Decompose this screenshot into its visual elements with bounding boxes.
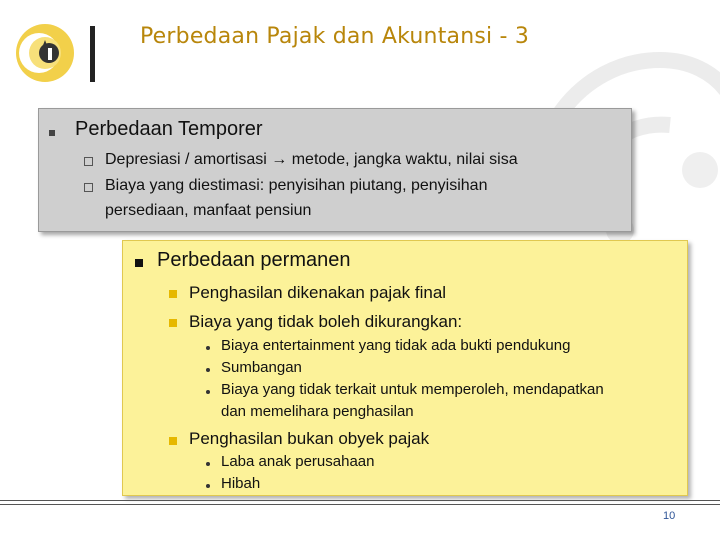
list-item: Hibah: [221, 475, 261, 492]
permanen-heading: Perbedaan permanen: [157, 249, 351, 271]
temporer-item: Depresiasi / amortisasi → metode, jangka waktu, nilai sisa: [105, 151, 518, 168]
permanen-sub-item: Penghasilan dikenakan pajak final: [189, 283, 447, 302]
permanen-sub-item: Biaya yang tidak boleh dikurangkan:: [189, 312, 463, 331]
list-item-continued: dan memelihara penghasilan: [221, 403, 414, 420]
list-item: Laba anak perusahaan: [221, 453, 375, 470]
bullet-dot-icon: [206, 484, 210, 488]
bullet-square-icon: [135, 259, 143, 267]
bullet-square-icon: [169, 319, 177, 327]
bullet-dot-icon: [206, 368, 210, 372]
footer-divider: [0, 500, 720, 501]
hollow-square-bullet-icon: [84, 183, 93, 192]
bullet-square-icon: [169, 290, 177, 298]
title-divider: [90, 26, 95, 82]
bullet-dot-icon: [206, 390, 210, 394]
bullet-dot-icon: [206, 346, 210, 350]
permanen-sub-item: Penghasilan bukan obyek pajak: [189, 429, 430, 448]
list-item: Sumbangan: [221, 359, 302, 376]
bullet-square-icon: [49, 130, 55, 136]
permanen-box: [122, 240, 688, 496]
page-number: 10: [663, 510, 676, 522]
bullet-dot-icon: [206, 462, 210, 466]
university-logo-icon: [14, 22, 76, 84]
bullet-square-icon: [169, 437, 177, 445]
temporer-box: [38, 108, 632, 232]
list-item: Biaya entertainment yang tidak ada bukti pendukung: [221, 337, 571, 354]
list-item: Biaya yang tidak terkait untuk memperoleh, mendapatkan: [221, 381, 604, 398]
temporer-heading: Perbedaan Temporer: [75, 118, 263, 140]
temporer-item-continued: persediaan, manfaat pensiun: [105, 202, 312, 219]
temporer-item: Biaya yang diestimasi: penyisihan piutang, penyisihan: [105, 177, 488, 194]
hollow-square-bullet-icon: [84, 157, 93, 166]
page-title: Perbedaan Pajak dan Akuntansi - 3: [140, 24, 530, 49]
footer-divider: [0, 504, 720, 505]
